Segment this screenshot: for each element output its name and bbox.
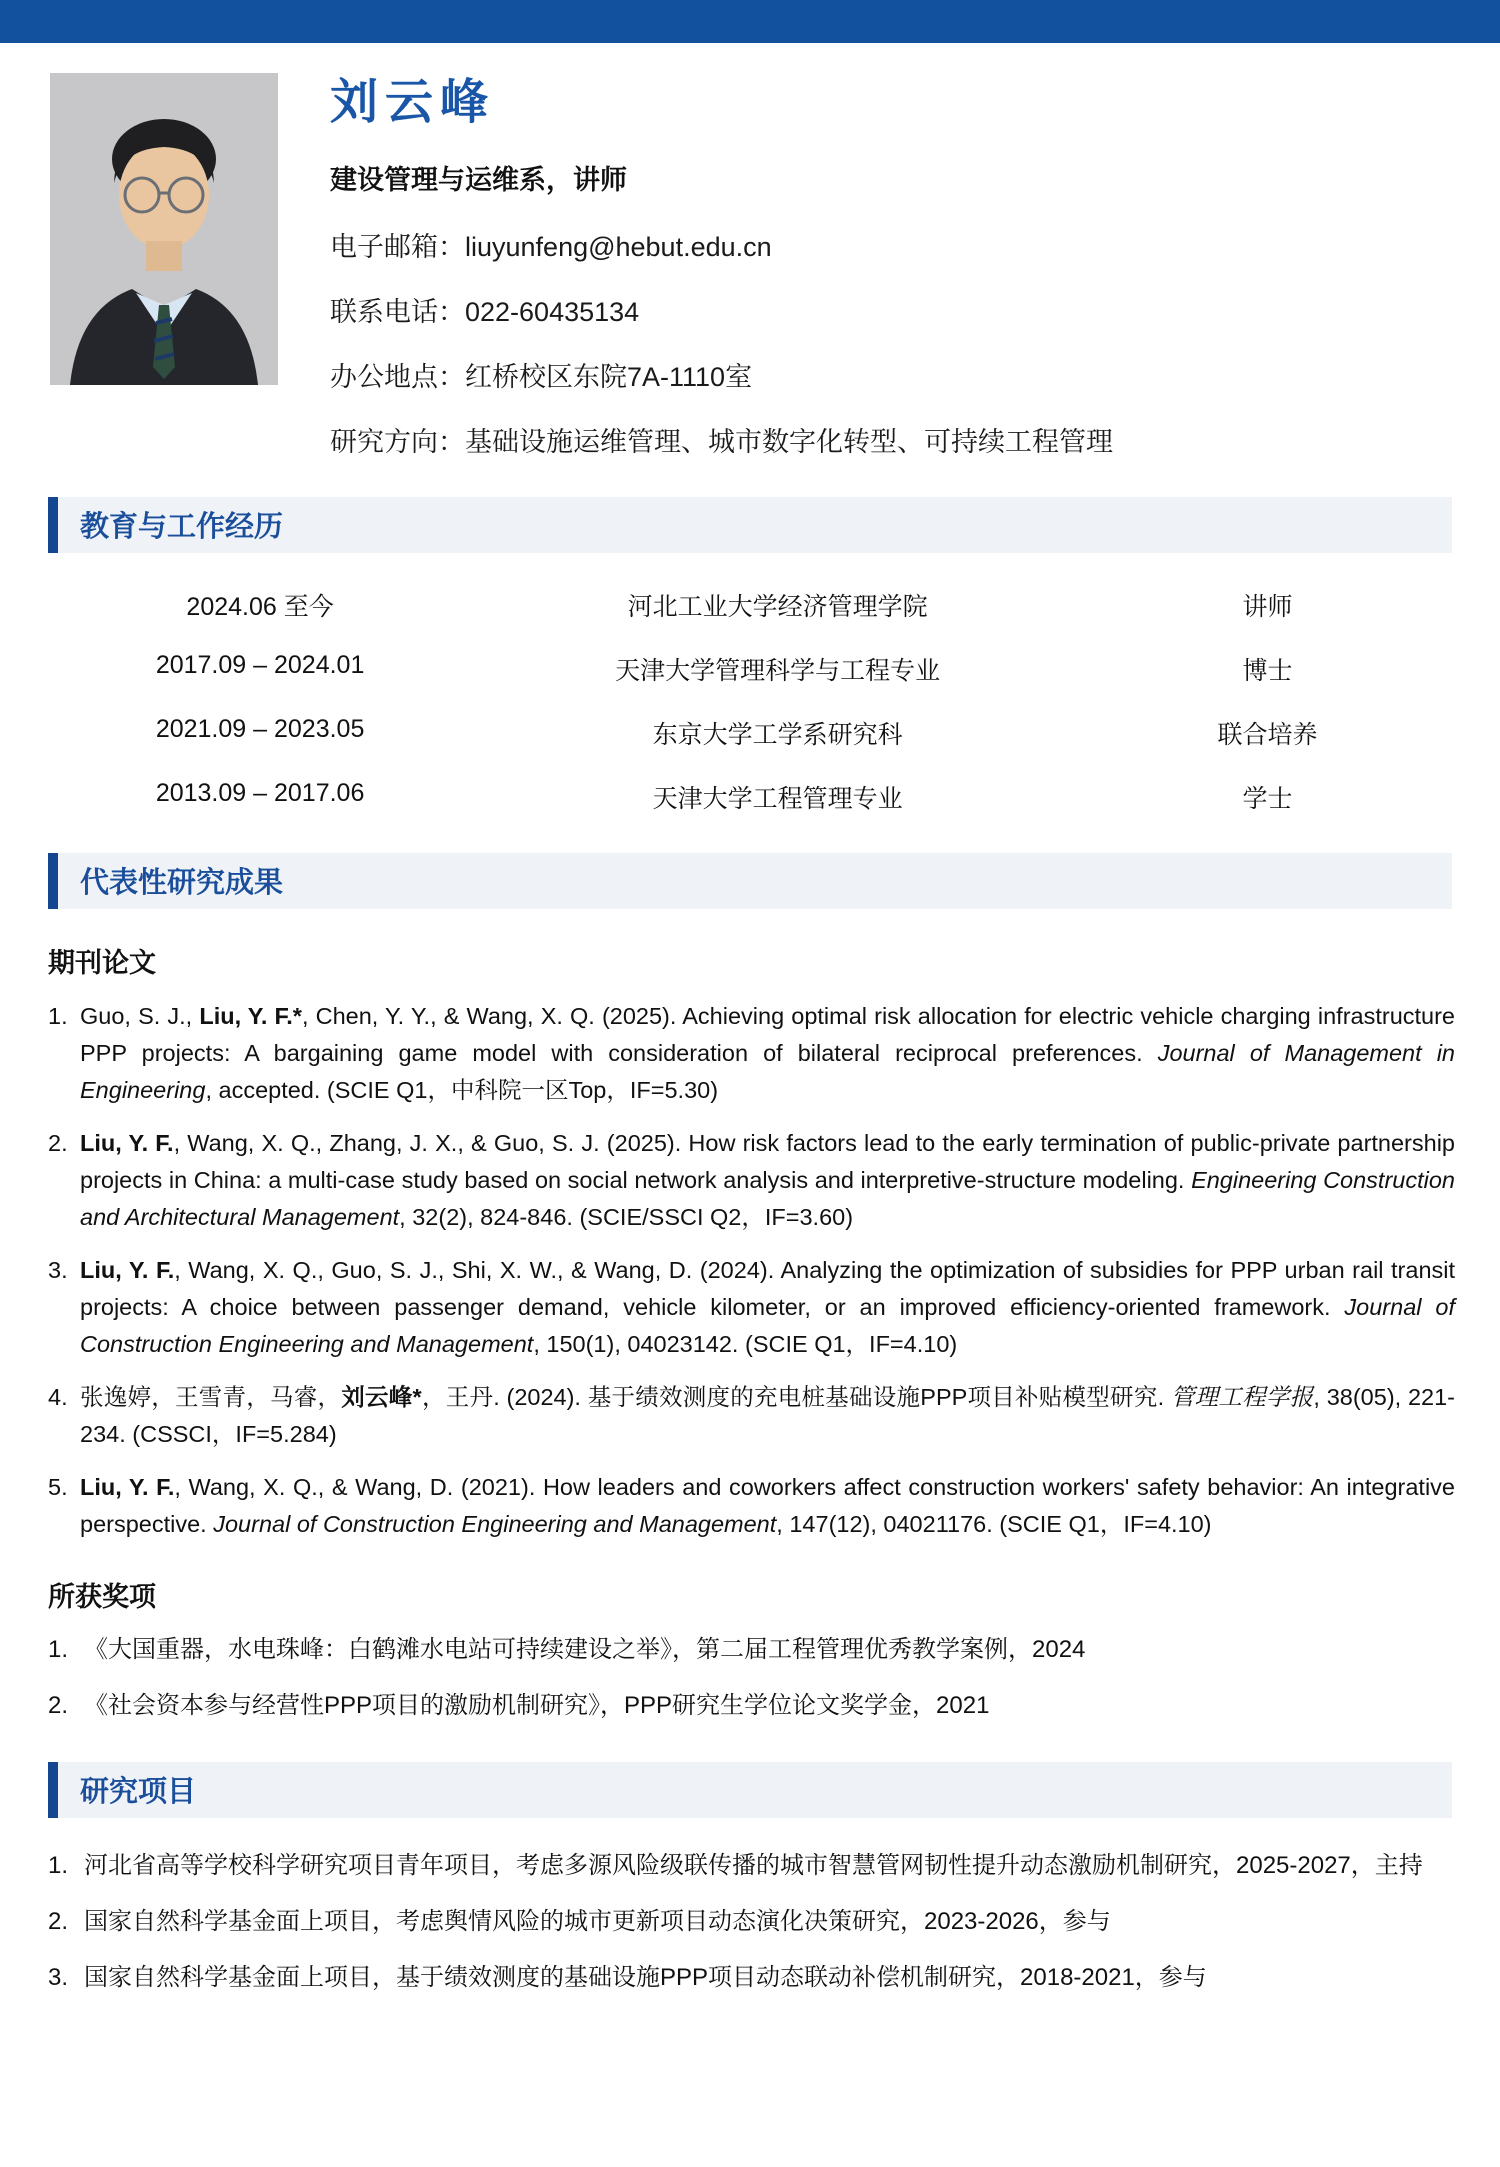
project-number: 3. <box>48 1963 69 1991</box>
award-item <box>48 1632 1455 1668</box>
profile-photo <box>50 73 278 385</box>
section-header-projects <box>48 1762 1452 1818</box>
journal-paper-item <box>48 1125 1455 1236</box>
project-item <box>48 1904 1455 1940</box>
section-accent-bar <box>48 497 58 553</box>
journal-papers-list <box>48 998 1455 1543</box>
award-number: 1. <box>48 1635 69 1663</box>
paper-number: 1. <box>48 1002 68 1029</box>
award-item <box>48 1688 1455 1724</box>
section-title-education: 教育与工作经历 <box>80 511 284 544</box>
project-text: 河北省高等学校科学研究项目青年项目，考虑多源风险级联传播的城市智慧管网韧性提升动态激励机制研究，2025-2027，主持 <box>84 1851 1423 1879</box>
journal-paper-item <box>48 998 1455 1109</box>
education-row <box>60 779 1440 815</box>
contact-research-value: 基础设施运维管理、城市数字化转型、可持续工程管理 <box>465 426 1113 457</box>
education-role: 讲师 <box>1242 592 1293 621</box>
contact-phone-value: 022-60435134 <box>465 296 640 327</box>
paper-number: 5. <box>48 1473 68 1500</box>
project-item <box>48 1960 1455 1996</box>
journal-paper-item <box>48 1469 1455 1543</box>
project-text: 国家自然科学基金面上项目，基于绩效测度的基础设施PPP项目动态联动补偿机制研究，2018-2021，参与 <box>84 1963 1207 1991</box>
project-item <box>48 1848 1455 1884</box>
education-row <box>60 715 1440 751</box>
education-role: 学士 <box>1242 784 1293 813</box>
paper-citation: Liu, Y. F., Wang, X. Q., & Wang, D. (2021). How leaders and coworkers affect construction workers' safety behavior: An integrative perspective. Journal of Construction Engineering and Management, 147(12), 04021176. (SCIE Q1，IF=4.10) <box>80 1473 1455 1537</box>
education-row <box>60 651 1440 687</box>
section-header-education <box>48 497 1452 553</box>
paper-number: 2. <box>48 1129 68 1156</box>
awards-heading: 所获奖项 <box>48 1581 156 1612</box>
section-title-research-outputs: 代表性研究成果 <box>80 867 284 900</box>
section-header-bg <box>58 497 1452 553</box>
paper-citation: Guo, S. J., Liu, Y. F.*, Chen, Y. Y., & Wang, X. Q. (2025). Achieving optimal risk allocation for electric vehicle charging infrastructure PPP projects: A bargaining game model with consideration of bilateral reciprocal preferences. Journal of Management in Engineering, accepted. (SCIE Q1，中科院一区Top，IF=5.30) <box>80 1002 1456 1103</box>
education-period: 2021.09 – 2023.05 <box>155 714 365 743</box>
contact-phone-row <box>330 290 1113 329</box>
education-role: 博士 <box>1242 656 1293 685</box>
projects-list <box>48 1848 1455 1996</box>
contact-email-value: liuyunfeng@hebut.edu.cn <box>465 231 772 262</box>
contact-office-row <box>330 355 1113 394</box>
journal-paper-item <box>48 1252 1455 1363</box>
education-period: 2017.09 – 2024.01 <box>155 650 365 679</box>
education-institution: 河北工业大学经济管理学院 <box>627 592 928 621</box>
contact-email-row <box>330 225 1113 264</box>
paper-citation: Liu, Y. F., Wang, X. Q., Guo, S. J., Shi, X. W., & Wang, D. (2024). Analyzing the optimization of subsidies for PPP urban rail transit projects: A choice between passenger demand, vehicle kilometer, or an improved efficiency-oriented framework. Journal of Construction Engineering and Management, 150(1), 04023142. (SCIE Q1，IF=4.10) <box>80 1256 1456 1357</box>
portrait-placeholder-image <box>50 73 278 385</box>
education-role: 联合培养 <box>1217 720 1318 749</box>
project-number: 2. <box>48 1907 69 1935</box>
contact-research-row <box>330 420 1113 459</box>
section-accent-bar <box>48 853 58 909</box>
section-header-bg <box>58 853 1452 909</box>
education-row <box>60 587 1440 623</box>
contact-office-value: 红桥校区东院7A-1110室 <box>465 361 753 392</box>
award-text: 《大国重器，水电珠峰：白鹤滩水电站可持续建设之举》，第二届工程管理优秀教学案例，2024 <box>84 1635 1086 1663</box>
education-institution: 天津大学管理科学与工程专业 <box>615 656 941 685</box>
contact-research-label: 研究方向： <box>330 426 465 457</box>
profile-info <box>330 73 1113 459</box>
education-table <box>60 587 1440 815</box>
journal-papers-heading: 期刊论文 <box>48 947 156 978</box>
contact-phone-label: 联系电话： <box>330 296 465 327</box>
paper-number: 4. <box>48 1383 68 1410</box>
education-institution: 东京大学工学系研究科 <box>652 720 903 749</box>
journal-paper-item <box>48 1379 1455 1453</box>
section-header-research-outputs <box>48 853 1452 909</box>
project-number: 1. <box>48 1851 69 1879</box>
section-accent-bar <box>48 1762 58 1818</box>
person-title: 建设管理与运维系，讲师 <box>330 164 627 195</box>
paper-number: 3. <box>48 1256 68 1283</box>
award-number: 2. <box>48 1691 69 1719</box>
person-name: 刘云峰 <box>330 76 496 129</box>
project-text: 国家自然科学基金面上项目，考虑舆情风险的城市更新项目动态演化决策研究，2023-2026，参与 <box>84 1907 1111 1935</box>
award-text: 《社会资本参与经营性PPP项目的激励机制研究》，PPP研究生学位论文奖学金，2021 <box>84 1691 990 1719</box>
section-title-projects: 研究项目 <box>80 1776 197 1809</box>
education-period: 2024.06 至今 <box>186 592 334 621</box>
paper-citation: Liu, Y. F., Wang, X. Q., Zhang, J. X., & Guo, S. J. (2025). How risk factors lead to the early termination of public-private partnership projects in China: a multi-case study based on social network analysis and interpretive-structure modeling. Engineering Construction and Architectural Management, 32(2), 824-846. (SCIE/SSCI Q2，IF=3.60) <box>80 1129 1456 1230</box>
education-period: 2013.09 – 2017.06 <box>155 778 365 807</box>
contact-email-label: 电子邮箱： <box>330 231 465 262</box>
section-header-bg <box>58 1762 1452 1818</box>
contact-list <box>330 225 1113 459</box>
awards-list <box>48 1632 1455 1724</box>
education-institution: 天津大学工程管理专业 <box>652 784 903 813</box>
paper-citation: 张逸婷，王雪青，马睿，刘云峰*，王丹. (2024). 基于绩效测度的充电桩基础设施PPP项目补贴模型研究. 管理工程学报, 38(05), 221-234. (CSSCI，IF=5.284) <box>80 1383 1455 1447</box>
top-banner-bar <box>0 0 1500 43</box>
contact-office-label: 办公地点： <box>330 361 465 392</box>
profile-header <box>0 43 1500 459</box>
